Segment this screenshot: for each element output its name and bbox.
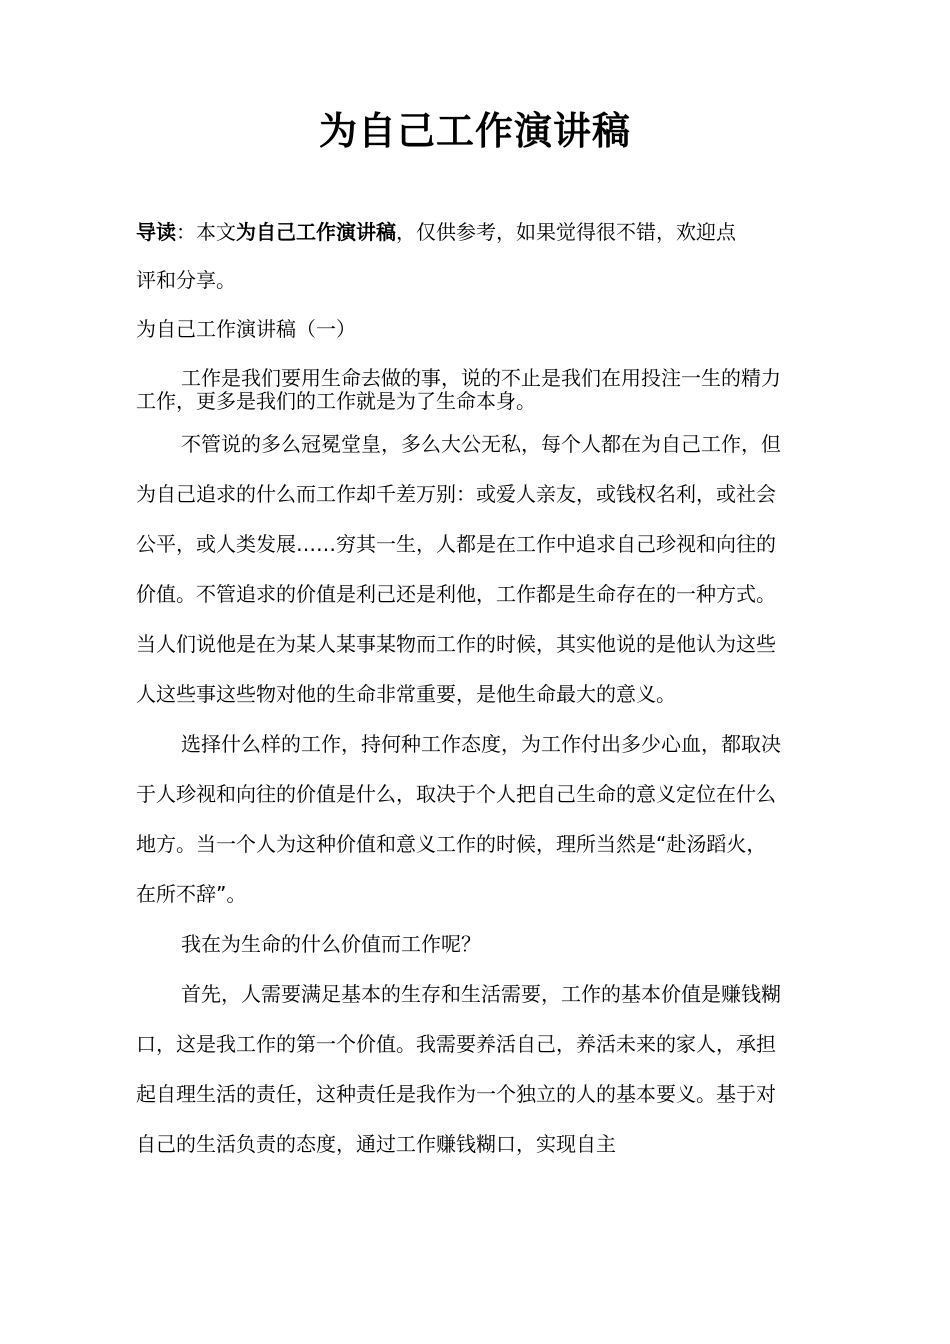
intro-line-1 bbox=[136, 216, 736, 245]
paragraph-line: 在所不辞”。 bbox=[136, 882, 247, 906]
paragraph-line: 当人们说他是在为某人某事某物而工作的时候，其实他说的是他认为这些 bbox=[136, 632, 776, 656]
paragraph-line: 价值。不管追求的价值是利己还是利他，工作都是生命存在的一种方式。 bbox=[136, 582, 776, 606]
paragraph-line: 人这些事这些物对他的生命非常重要，是他生命最大的意义。 bbox=[136, 682, 676, 706]
document-title: 为自己工作演讲稿 bbox=[318, 109, 631, 153]
paragraph-line: 于人珍视和向往的价值是什么，取决于个人把自己生命的意义定位在什么 bbox=[136, 782, 776, 806]
paragraph-line: 首先，人需要满足基本的生存和生活需要，工作的基本价值是赚钱糊 bbox=[181, 982, 781, 1006]
paragraph-line: 工作，更多是我们的工作就是为了生命本身。 bbox=[136, 389, 536, 413]
paragraph-line: 起自理生活的责任，这种责任是我作为一个独立的人的基本要义。基于对 bbox=[136, 1082, 776, 1106]
section-heading: 为自己工作演讲稿（一） bbox=[136, 317, 356, 341]
paragraph-line: 不管说的多么冠冕堂皇，多么大公无私，每个人都在为自己工作，但 bbox=[181, 432, 781, 456]
paragraph-line: 工作是我们要用生命去做的事，说的不止是我们在用投注一生的精力 bbox=[181, 366, 781, 390]
paragraph-line: 口，这是我工作的第一个价值。我需要养活自己，养活未来的家人，承担 bbox=[136, 1032, 776, 1056]
intro-bold-title: 为自己工作演讲稿 bbox=[236, 220, 396, 244]
intro-label: 导读 bbox=[136, 220, 176, 244]
paragraph-line: 我在为生命的什么价值而工作呢？ bbox=[181, 932, 481, 956]
intro-colon: ：本文 bbox=[176, 220, 236, 244]
intro-line-2: 评和分享。 bbox=[136, 268, 236, 292]
paragraph-line: 为自己追求的什么而工作却千差万别：或爱人亲友，或钱权名利，或社会 bbox=[136, 482, 776, 506]
paragraph-line: 地方。当一个人为这种价值和意义工作的时候，理所当然是“赴汤蹈火， bbox=[136, 832, 767, 856]
paragraph-line: 公平，或人类发展……穷其一生，人都是在工作中追求自己珍视和向往的 bbox=[136, 532, 776, 556]
intro-rest: ，仅供参考，如果觉得很不错，欢迎点 bbox=[396, 220, 736, 244]
paragraph-line: 选择什么样的工作，持何种工作态度，为工作付出多少心血，都取决 bbox=[181, 732, 781, 756]
paragraph-line: 自己的生活负责的态度，通过工作赚钱糊口，实现自主 bbox=[136, 1132, 616, 1156]
